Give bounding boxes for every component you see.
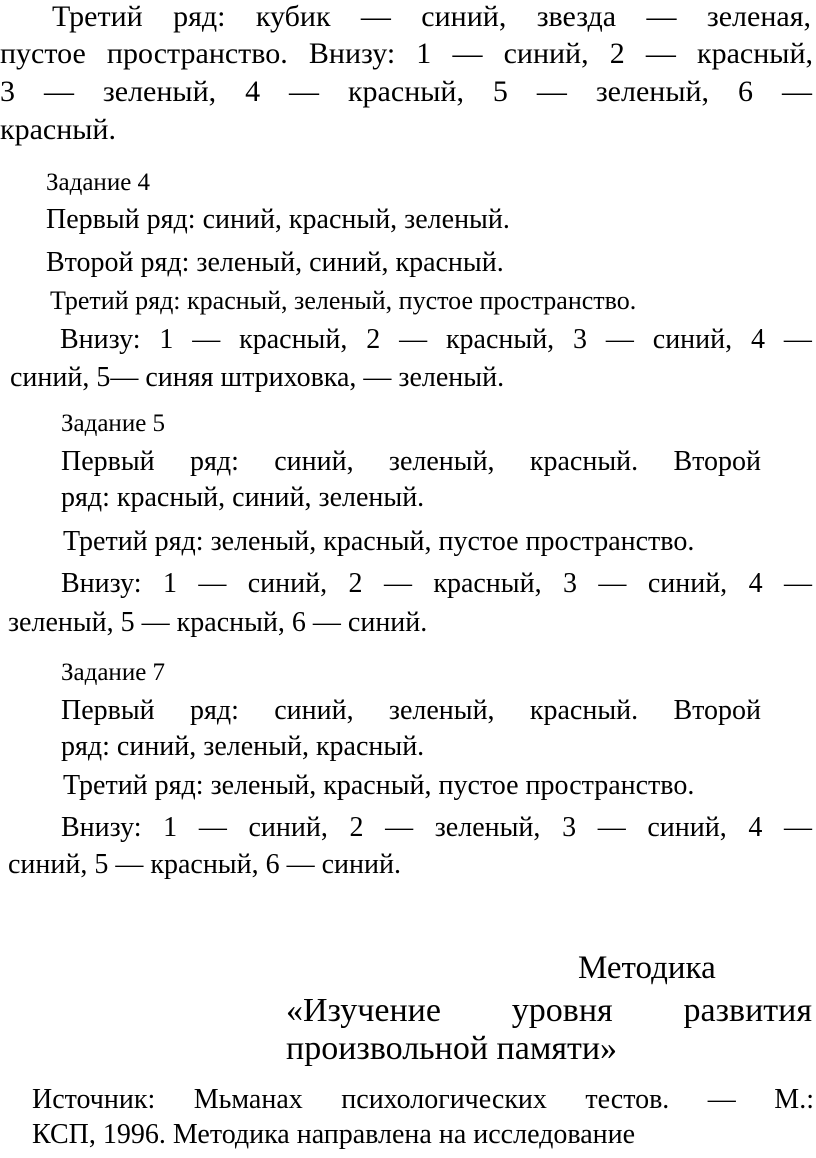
word: 6 bbox=[738, 75, 753, 108]
word: тестов. bbox=[585, 1084, 670, 1115]
task5-row1 bbox=[61, 448, 761, 476]
word: — bbox=[784, 812, 812, 843]
word: — bbox=[783, 324, 812, 355]
word: — bbox=[784, 568, 812, 599]
word: Внизу: bbox=[61, 812, 142, 843]
word: — bbox=[597, 812, 626, 843]
source-line-1 bbox=[32, 1086, 814, 1114]
intro-line-3 bbox=[0, 77, 812, 107]
word: синий, bbox=[248, 812, 328, 843]
task7-row3: Третий ряд: зеленый, красный, пустое пространство. bbox=[63, 770, 695, 801]
word: зеленый, bbox=[102, 75, 217, 108]
word: Второй bbox=[673, 446, 761, 477]
method-title-line-2: произвольной памяти» bbox=[286, 1030, 618, 1067]
word: — bbox=[192, 324, 221, 355]
word: 4 bbox=[751, 324, 765, 355]
word: 4 bbox=[748, 568, 763, 599]
word: уровня bbox=[511, 992, 613, 1029]
word: — bbox=[605, 324, 634, 355]
word: красный, bbox=[445, 324, 555, 355]
word: — bbox=[646, 0, 677, 33]
word: 1 bbox=[162, 568, 177, 599]
word: М.: bbox=[774, 1084, 814, 1115]
word: — bbox=[707, 1084, 736, 1115]
word: «Изучение bbox=[286, 992, 441, 1029]
word: 4 bbox=[748, 812, 763, 843]
task4-bottom-line-1 bbox=[60, 326, 812, 354]
word: 3 bbox=[563, 568, 577, 599]
word: красный. bbox=[529, 695, 639, 726]
intro-line-2: пустое пространство. Внизу: 1 — синий, 2 — красный, bbox=[0, 37, 813, 70]
source-line-2: КСП, 1996. Методика направлена на исследование bbox=[32, 1119, 636, 1150]
word: красный, bbox=[347, 75, 464, 108]
word: развития bbox=[683, 992, 812, 1029]
task4-bottom-line-2: синий, 5— синяя штриховка, — зеленый. bbox=[10, 362, 505, 393]
word: — bbox=[536, 75, 567, 108]
word: 2 bbox=[348, 568, 363, 599]
word: Первый bbox=[61, 446, 155, 477]
method-title-line-1 bbox=[286, 994, 812, 1028]
task4-row2: Второй ряд: зеленый, синий, красный. bbox=[46, 247, 504, 278]
word: зеленый, bbox=[595, 75, 710, 108]
word: зеленый, bbox=[434, 812, 541, 843]
word: — bbox=[360, 0, 391, 33]
intro-line-1 bbox=[52, 2, 811, 32]
word: зеленая, bbox=[706, 0, 811, 33]
word: ряд: bbox=[189, 446, 239, 477]
task7-bottom-line-1 bbox=[61, 814, 812, 842]
word: — bbox=[598, 568, 627, 599]
word: ряд: bbox=[173, 0, 226, 33]
word: синий, bbox=[274, 695, 354, 726]
task4-heading: Задание 4 bbox=[46, 169, 151, 196]
word: красный. bbox=[529, 446, 639, 477]
word: ряд: bbox=[189, 695, 239, 726]
word: Источник: bbox=[32, 1084, 156, 1115]
task4-row3: Третий ряд: красный, зеленый, пустое пространство. bbox=[50, 286, 637, 315]
word: синий, bbox=[652, 324, 733, 355]
word: — bbox=[383, 568, 412, 599]
task7-heading: Задание 7 bbox=[61, 659, 166, 686]
task5-bottom-line-2: зеленый, 5 — красный, 6 — синий. bbox=[8, 607, 428, 638]
word: — bbox=[399, 324, 428, 355]
word: синий, bbox=[247, 568, 328, 599]
word: синий, bbox=[421, 0, 507, 33]
word: Внизу: bbox=[60, 324, 141, 355]
word: 2 bbox=[366, 324, 381, 355]
word: — bbox=[198, 568, 227, 599]
word: Мьманах bbox=[193, 1084, 303, 1115]
word: синий, bbox=[274, 446, 354, 477]
task7-row1 bbox=[61, 697, 761, 725]
word: красный, bbox=[239, 324, 348, 355]
word: 1 bbox=[159, 324, 174, 355]
word: — bbox=[781, 75, 812, 108]
word: — bbox=[198, 812, 227, 843]
word: 3 bbox=[562, 812, 577, 843]
word: звезда bbox=[536, 0, 617, 33]
task7-row1-cont: ряд: синий, зеленый, красный. bbox=[61, 731, 425, 762]
word: Третий bbox=[52, 0, 143, 33]
word: 5 bbox=[492, 75, 508, 108]
intro-line-4: красный. bbox=[0, 113, 116, 146]
word: — bbox=[43, 75, 74, 108]
task4-row1: Первый ряд: синий, красный, зеленый. bbox=[46, 204, 510, 235]
task5-row1-cont: ряд: красный, синий, зеленый. bbox=[61, 482, 425, 513]
task5-bottom-line-1 bbox=[61, 570, 812, 598]
word: — bbox=[385, 812, 414, 843]
word: Второй bbox=[673, 695, 761, 726]
task5-row3: Третий ряд: зеленый, красный, пустое пространство. bbox=[63, 526, 695, 557]
word: 3 bbox=[573, 324, 588, 355]
word: Внизу: bbox=[61, 568, 142, 599]
word: синий, bbox=[647, 812, 727, 843]
word: кубик bbox=[255, 0, 331, 33]
task5-heading: Задание 5 bbox=[61, 410, 166, 437]
method-label: Методика bbox=[578, 950, 716, 986]
task7-bottom-line-2: синий, 5 — красный, 6 — синий. bbox=[8, 849, 401, 880]
word: 1 bbox=[163, 812, 178, 843]
word: красный, bbox=[433, 568, 542, 599]
word: — bbox=[289, 75, 320, 108]
word: синий, bbox=[647, 568, 728, 599]
word: 4 bbox=[245, 75, 261, 108]
word: психологических bbox=[341, 1084, 547, 1115]
word: зеленый, bbox=[388, 446, 495, 477]
word: Первый bbox=[61, 695, 155, 726]
word: 2 bbox=[349, 812, 364, 843]
word: 3 bbox=[0, 75, 15, 108]
word: зеленый, bbox=[388, 695, 495, 726]
